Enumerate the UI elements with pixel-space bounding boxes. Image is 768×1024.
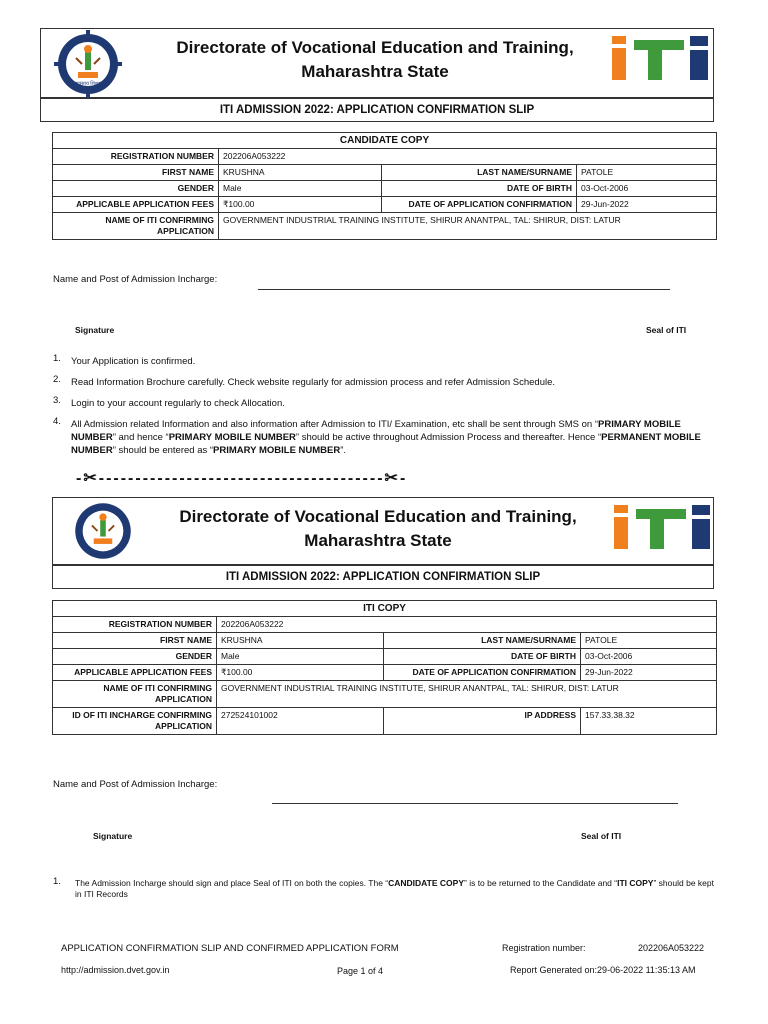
gender-label: GENDER [53, 649, 217, 665]
incharge-id-value: 272524101002 [217, 708, 384, 735]
first-name-value: KRUSHNA [219, 165, 382, 181]
last-name-value: PATOLE [577, 165, 717, 181]
incharge-signature-line [258, 289, 670, 290]
footer-form-title: APPLICATION CONFIRMATION SLIP AND CONFIRMED APPLICATION FORM [61, 943, 399, 954]
confirm-date-value: 29-Jun-2022 [581, 665, 717, 681]
slip-title-bottom: ITI ADMISSION 2022: APPLICATION CONFIRMATION SLIP [52, 565, 714, 589]
instruction-1: Your Application is confirmed. [71, 356, 196, 367]
dob-value: 03-Oct-2006 [581, 649, 717, 665]
iti-copy-heading: ITI COPY [53, 601, 717, 617]
registration-label: REGISTRATION NUMBER [53, 617, 217, 633]
iti-copy-table [52, 600, 717, 735]
cut-line: -✂---------------------------------------✂- [76, 470, 408, 487]
candidate-copy-heading: CANDIDATE COPY [53, 133, 717, 149]
admission-incharge-label: Name and Post of Admission Incharge: [53, 274, 218, 285]
dob-label: DATE OF BIRTH [384, 649, 581, 665]
instruction-1-num: 1. [53, 353, 61, 364]
iti-name-label: NAME OF ITI CONFIRMING APPLICATION [53, 681, 217, 708]
instr4-part-b: ” and hence “ [112, 432, 169, 443]
title-line-1: Directorate of Vocational Education and Training, [179, 507, 577, 526]
instruction-2-num: 2. [53, 374, 61, 385]
iti-instr-bold-a: CANDIDATE COPY [388, 878, 464, 888]
iti-name-value: GOVERNMENT INDUSTRIAL TRAINING INSTITUTE, SHIRUR ANANTPAL, TAL: SHIRUR, DIST: LATUR [217, 681, 717, 708]
dob-value: 03-Oct-2006 [577, 181, 717, 197]
fees-value: ₹100.00 [219, 197, 382, 213]
fees-value: ₹100.00 [217, 665, 384, 681]
iti-logo-icon [612, 36, 710, 80]
ip-address-value: 157.33.38.32 [581, 708, 717, 735]
instr4-bold-c: PERMANENT MOBILE NUMBER [71, 432, 701, 456]
footer-url[interactable]: http://admission.dvet.gov.in [61, 965, 170, 975]
gender-value: Male [217, 649, 384, 665]
iti-instruction [75, 878, 715, 900]
signature-label: Signature [75, 325, 115, 335]
seal-label: Seal of ITI [581, 831, 622, 841]
incharge-signature-line [272, 803, 678, 804]
confirm-date-label: DATE OF APPLICATION CONFIRMATION [384, 665, 581, 681]
svg-text:व्यवसाय शिक्षण: व्यवसाय शिक्षण [73, 81, 103, 87]
dvet-emblem-icon [48, 30, 128, 98]
footer-reg-label: Registration number: [502, 943, 586, 953]
incharge-id-label: ID OF ITI INCHARGE CONFIRMING APPLICATION [53, 708, 217, 735]
dob-label: DATE OF BIRTH [382, 181, 577, 197]
iti-name-label: NAME OF ITI CONFIRMING APPLICATION [53, 213, 219, 240]
slip-title-top: ITI ADMISSION 2022: APPLICATION CONFIRMATION SLIP [40, 98, 714, 122]
first-name-label: FIRST NAME [53, 165, 219, 181]
fees-label: APPLICABLE APPLICATION FEES [53, 197, 219, 213]
iti-instr-part-c: ” should be kept in ITI Records [75, 878, 714, 899]
title-line-1: Directorate of Vocational Education and Training, [176, 38, 574, 57]
instruction-3: Login to your account regularly to check Allocation. [71, 398, 285, 409]
iti-logo-icon [614, 505, 712, 549]
instr4-part-a: All Admission related Information and also information after Admission to ITI/ Examination, etc shall be sent through SMS on “ [71, 419, 598, 430]
last-name-label: LAST NAME/SURNAME [382, 165, 577, 181]
iti-instr-part-a: The Admission Incharge should sign and place Seal of ITI on both the copies. The “ [75, 878, 389, 888]
confirm-date-value: 29-Jun-2022 [577, 197, 717, 213]
dvet-emblem-icon [66, 499, 140, 563]
instr4-bold-b: PRIMARY MOBILE NUMBER [168, 432, 296, 443]
last-name-label: LAST NAME/SURNAME [384, 633, 581, 649]
iti-instr-part-b: ” is to be returned to the Candidate and “ [464, 878, 618, 888]
ip-address-label: IP ADDRESS [384, 708, 581, 735]
instr4-part-d: ” should be entered as “ [112, 445, 214, 456]
iti-instr-bold-b: ITI COPY [617, 878, 654, 888]
first-name-label: FIRST NAME [53, 633, 217, 649]
gender-label: GENDER [53, 181, 219, 197]
admission-incharge-label: Name and Post of Admission Incharge: [53, 779, 218, 790]
confirm-date-label: DATE OF APPLICATION CONFIRMATION [382, 197, 577, 213]
signature-label: Signature [93, 831, 133, 841]
seal-label: Seal of ITI [646, 325, 687, 335]
fees-label: APPLICABLE APPLICATION FEES [53, 665, 217, 681]
instruction-4 [71, 418, 719, 457]
instruction-3-num: 3. [53, 395, 61, 406]
iti-name-value: GOVERNMENT INDUSTRIAL TRAINING INSTITUTE, SHIRUR ANANTPAL, TAL: SHIRUR, DIST: LATUR [219, 213, 717, 240]
instr4-part-c: ” should be active throughout Admission Process and thereafter. Hence “ [295, 432, 602, 443]
title-line-2: Maharashtra State [301, 62, 449, 81]
instruction-2: Read Information Brochure carefully. Check website regularly for admission process and refer Admission Schedule. [71, 377, 556, 388]
registration-label: REGISTRATION NUMBER [53, 149, 219, 165]
iti-instruction-num: 1. [53, 876, 61, 887]
registration-value: 202206A053222 [219, 149, 717, 165]
instruction-4-num: 4. [53, 416, 61, 427]
instr4-bold-a: PRIMARY MOBILE NUMBER [71, 419, 681, 443]
footer-report-generated: Report Generated on:29-06-2022 11:35:13 AM [510, 965, 696, 975]
candidate-copy-table [52, 132, 717, 240]
header-title-top [140, 36, 610, 84]
svg-text:iti: iti [661, 78, 662, 79]
footer-reg-value: 202206A053222 [638, 943, 705, 953]
first-name-value: KRUSHNA [217, 633, 384, 649]
instr4-bold-d: PRIMARY MOBILE NUMBER [213, 445, 341, 456]
title-line-2: Maharashtra State [304, 531, 452, 550]
gender-value: Male [219, 181, 382, 197]
instr4-part-e: ”. [340, 445, 347, 456]
header-title-bottom [148, 505, 608, 553]
registration-value: 202206A053222 [217, 617, 717, 633]
last-name-value: PATOLE [581, 633, 717, 649]
footer-page-number: Page 1 of 4 [337, 966, 384, 976]
